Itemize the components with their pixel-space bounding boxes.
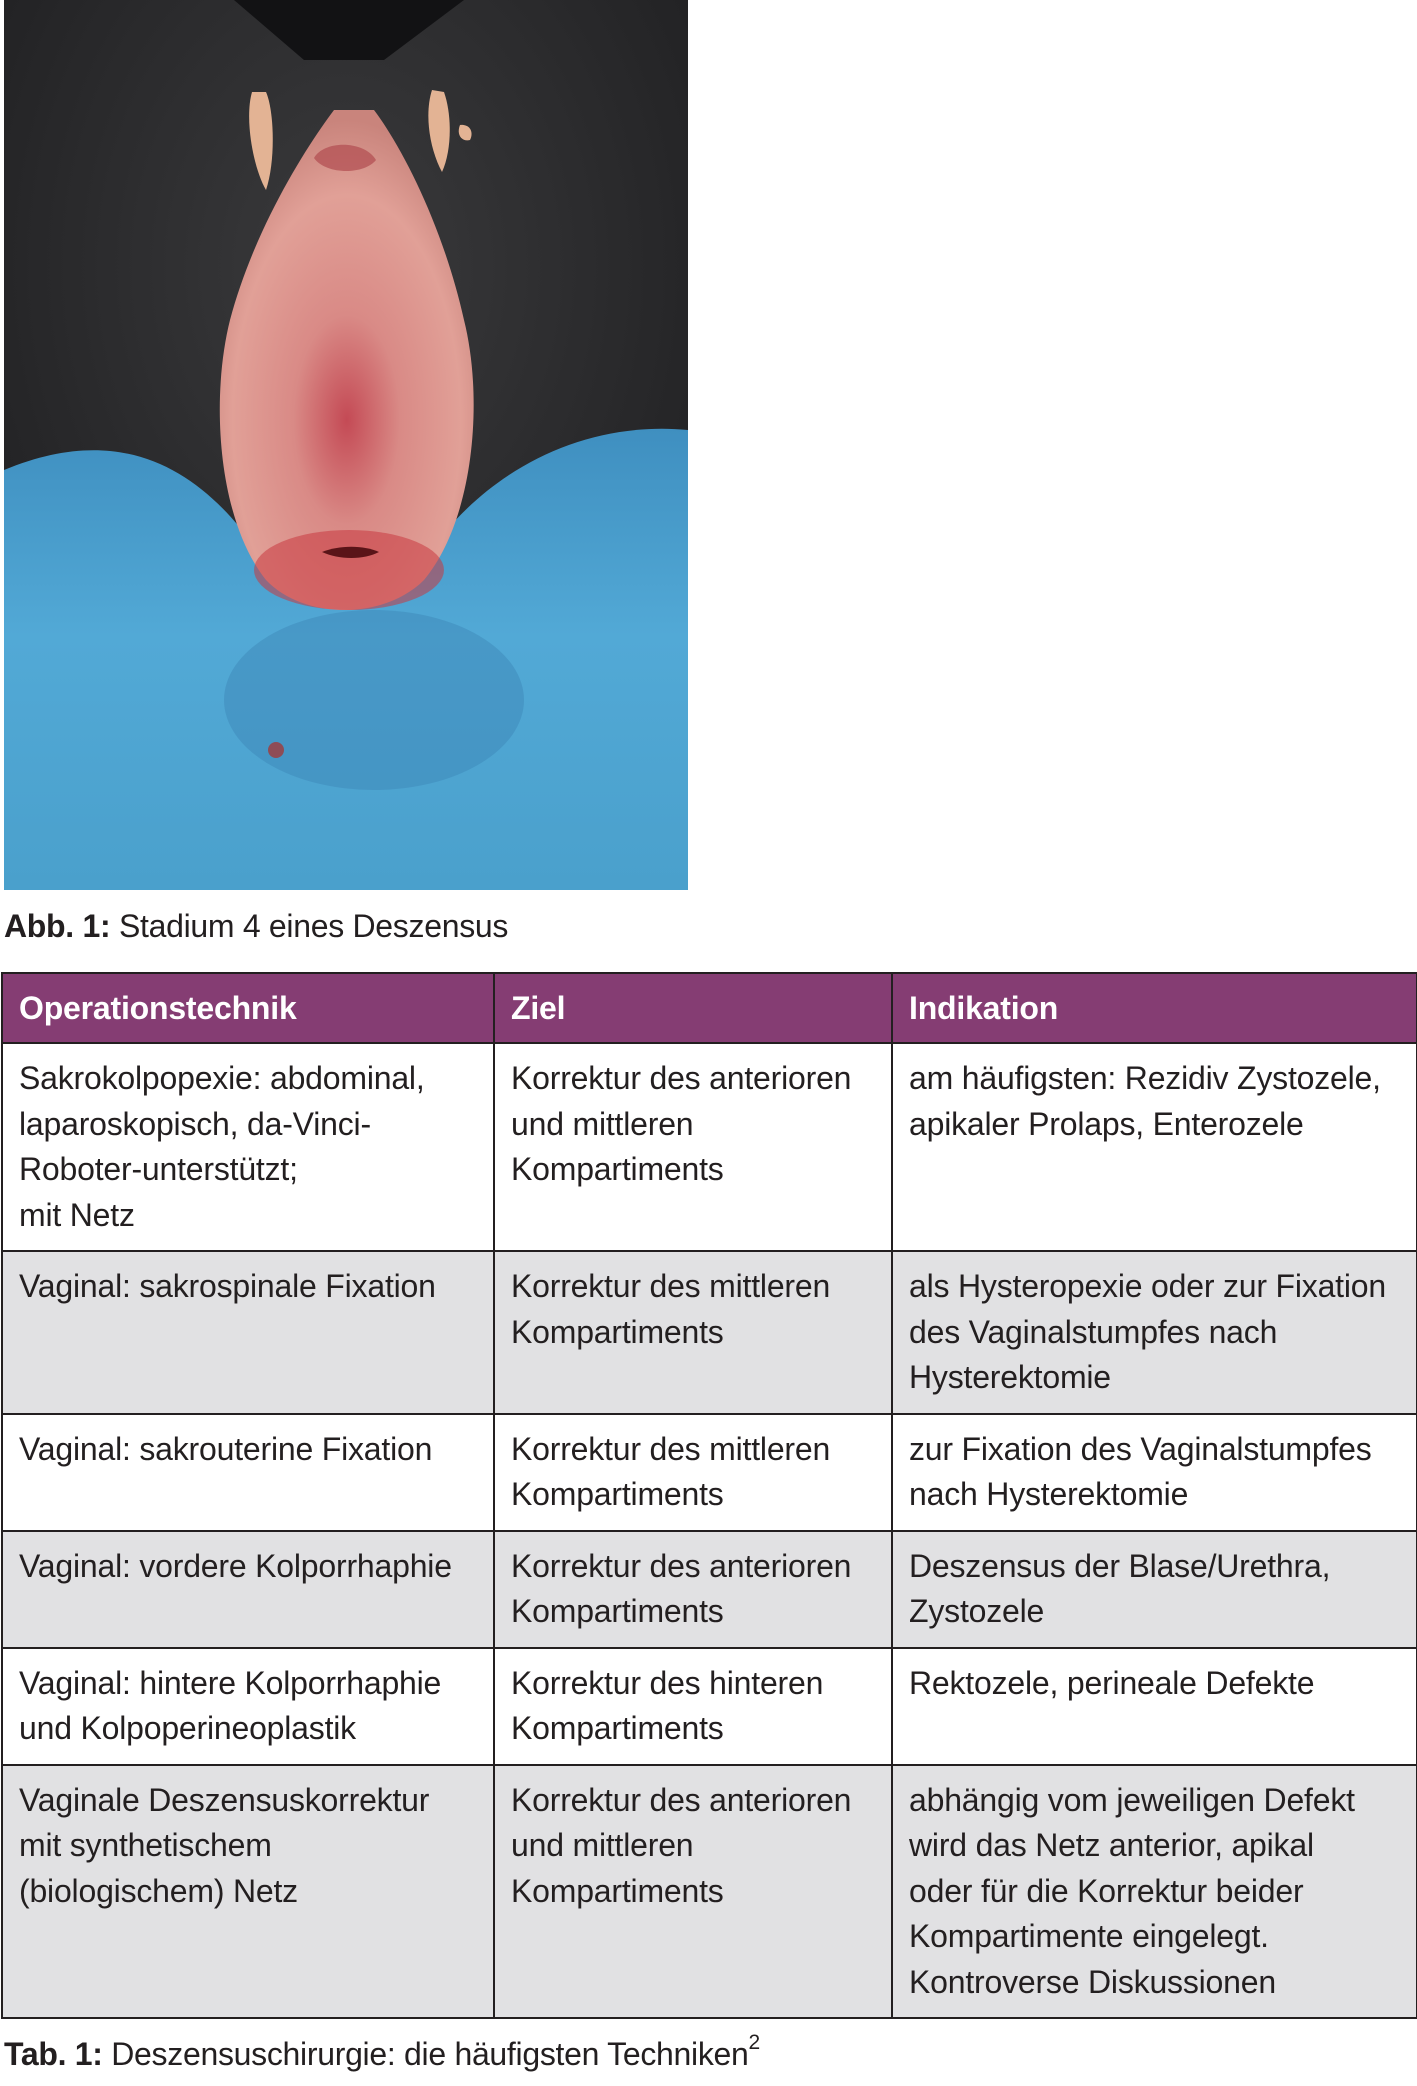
figure-caption-label: Abb. 1:: [4, 908, 111, 944]
header-indikation: Indikation: [892, 973, 1417, 1043]
cell-ziel: Korrektur des anterioren und mittleren Kompartiments: [494, 1765, 892, 2019]
cell-indikation: Deszensus der Blase/Urethra, Zystozele: [892, 1531, 1417, 1648]
table-caption: [4, 2031, 760, 2074]
table-row: [2, 1043, 1417, 1251]
clinical-photo: [4, 0, 688, 890]
cell-indikation: am häufigsten: Rezidiv Zystozele, apikaler Prolaps, Enterozele: [892, 1043, 1417, 1251]
cell-technik: Vaginale Deszensuskorrektur mit synthetischem (biologischem) Netz: [2, 1765, 494, 2019]
cell-ziel: Korrektur des hinteren Kompartiments: [494, 1648, 892, 1765]
cell-ziel: Korrektur des mittleren Kompartiments: [494, 1414, 892, 1531]
cell-indikation: Rektozele, perineale Defekte: [892, 1648, 1417, 1765]
figure-caption: [4, 906, 508, 946]
table-row: [2, 1531, 1417, 1648]
table-caption-label: Tab. 1:: [4, 2036, 103, 2072]
cell-indikation: als Hysteropexie oder zur Fixation des Vaginalstumpfes nach Hysterektomie: [892, 1251, 1417, 1414]
cell-technik: Vaginal: sakrouterine Fixation: [2, 1414, 494, 1531]
table-row: [2, 1251, 1417, 1414]
cell-ziel: Korrektur des mittleren Kompartiments: [494, 1251, 892, 1414]
cell-indikation: zur Fixation des Vaginalstumpfes nach Hysterektomie: [892, 1414, 1417, 1531]
clinical-photo-illustration: [4, 0, 688, 890]
table-caption-text: Deszensuschirurgie: die häufigsten Techniken: [111, 2036, 749, 2072]
cell-technik: Vaginal: sakrospinale Fixation: [2, 1251, 494, 1414]
cell-technik: Vaginal: hintere Kolporrhaphie und Kolpoperineoplastik: [2, 1648, 494, 1765]
footnote-marker: 2: [748, 2031, 760, 2055]
cell-technik: Sakrokolpopexie: abdominal, laparoskopisch, da-Vinci- Roboter-unterstützt; mit Netz: [2, 1043, 494, 1251]
header-ziel: Ziel: [494, 973, 892, 1043]
cell-technik: Vaginal: vordere Kolporrhaphie: [2, 1531, 494, 1648]
header-operationstechnik: Operationstechnik: [2, 973, 494, 1043]
table-row: [2, 1765, 1417, 2019]
cell-ziel: Korrektur des anterioren und mittleren Kompartiments: [494, 1043, 892, 1251]
cell-indikation: abhängig vom jeweiligen Defekt wird das Netz anterior, apikal oder für die Korrektur beider Kompartimente eingelegt. Kontroverse Diskussionen: [892, 1765, 1417, 2019]
figure-caption-text: Stadium 4 eines Deszensus: [118, 908, 509, 944]
table-row: [2, 1648, 1417, 1765]
table-row: [2, 1414, 1417, 1531]
cell-ziel: Korrektur des anterioren Kompartiments: [494, 1531, 892, 1648]
techniques-table: [1, 972, 1417, 2019]
table-header-row: [2, 973, 1417, 1043]
